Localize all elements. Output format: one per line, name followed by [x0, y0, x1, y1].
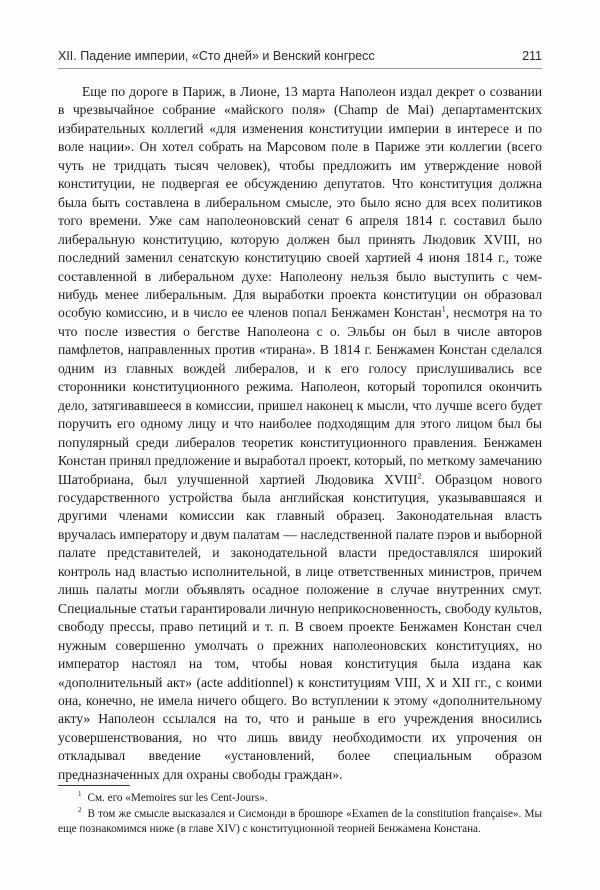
- footnote-divider: [58, 785, 130, 786]
- page-number: 211: [522, 49, 542, 63]
- footnote-1: [58, 791, 542, 807]
- footnotes: [58, 791, 542, 838]
- main-text: [58, 83, 542, 784]
- text-segment-2: , несмотря на то что после известия о бегстве Наполеона с о. Эльбы он был в числе авторов памфлетов, направленных против «тирана». В 1814 г. Бенжамен Констан сделался одним из главных вождей либералов, и к его голосу прислушивались все сторонники конституционного режима. Наполеон, который торопился окончить дело, затягивавшееся в комиссии, пришел наконец к мысли, что лучше всего будет поручить его одному лицу и что наиболее подходящим для этого лицом был бы популярный среди либералов теоретик конституционного правления. Бенжамен Констан принял предложение и выработал проект, который, по меткому замечанию Шатобриана, был улучшенной хартией Людовика XVIII: [58, 305, 542, 487]
- paragraph: [58, 83, 542, 784]
- footnote-text: В том же смысле высказался и Сисмонди в брошюре «Examen de la constitution française». Мы еще познакомимся ниже (в главе XIV) с конституционной теорией Бенжамена Констана.: [58, 807, 542, 835]
- footnote-number: 1: [78, 790, 82, 799]
- text-segment-1: Еще по дороге в Париж, в Лионе, 13 марта Наполеон издал декрет о созвании в чрезвычайное собрание «майского поля» (Champ de Mai) департаментских избирательных коллегий «для изменения конституции империи в интересе и по воле нации». Он хотел собрать на Марсовом поле в Париже эти коллегии (всего чуть не тридцать тысяч человек), чтобы предложить им утверждение новой конституции, не подвергая ее обсуждению депутатов. Что конституция должна была быть составлена в либеральном смысле, это было ясно для всех политиков того времени. Уже сам наполеоновский сенат 6 апреля 1814 г. составил было либеральную конституцию, которую должен был принять Людовик XVIII, но последний заменил сенатскую конституцию своей хартией 4 июня 1814 г., тоже составленной в либеральном духе: Наполеону нельзя было выступить с чем-нибудь менее либеральным. Для выработки проекта конституции он образовал особую комиссию, и в число ее членов попал Бенжамен Констан: [58, 84, 542, 321]
- footnote-2: [58, 807, 542, 838]
- header-divider: [58, 68, 542, 69]
- footnote-ref-1[interactable]: 1: [441, 304, 446, 314]
- footnote-text: См. его «Memoires sur les Cent-Jours».: [87, 792, 268, 804]
- text-segment-3: . Образцом нового государственного устройства была английская конституция, указывавшаяся и другими членами комиссии как главный образец. Законодательная власть вручалась императору и двум палатам — наследственной палате пэров и выборной палате представителей, и законодательной власти предоставлялся широкий контроль над властью исполнительной, в лице ответственных министров, причем лишь палаты могли объявлять осадное положение в случае внутренних смут. Специальные статьи гарантировали личную неприкосновенность, свободу культов, свободу прессы, право петиций и т. п. В своем проекте Бенжамен Констан счел нужным совершенно умолчать о прежних наполеоновских конституциях, но император настоял на том, чтобы новая конституция была издана как «дополнительный акт» (acte additionnel) к конституциям VIII, X и XII гг., с коими она, конечно, не имела ничего общего. Во вступлении к этому «дополнительному акту» Наполеон ссылался на то, что и раньше в его учреждения вносились усовершенствования, но что лишь ввиду необходимости их упрочения он откладывал введение «установлений, более специальным образом предназначенных для охраны свободы граждан».: [58, 471, 542, 782]
- footnote-number: 2: [78, 805, 82, 814]
- running-header: [58, 49, 542, 63]
- chapter-title: XII. Падение империи, «Сто дней» и Венский конгресс: [58, 49, 375, 63]
- footnote-ref-2[interactable]: 2: [417, 470, 422, 480]
